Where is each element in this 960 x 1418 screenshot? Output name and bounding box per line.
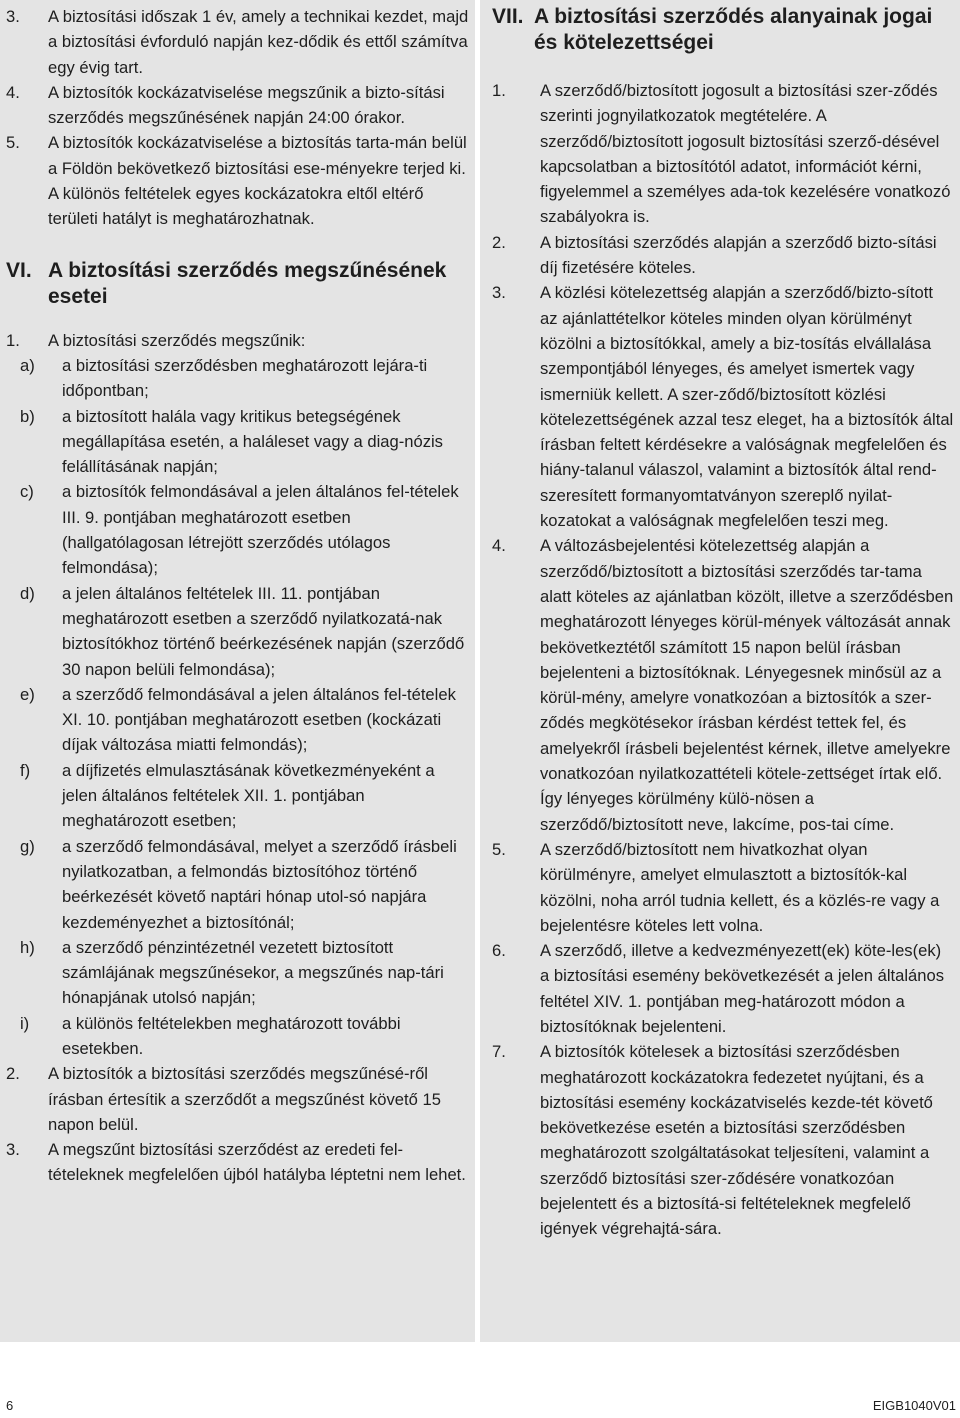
item-number: 2. [492, 232, 506, 252]
sub-item-h [6, 935, 469, 1011]
left-item-3 [6, 4, 469, 80]
sub-item-g [6, 834, 469, 935]
item-text-extra: A különös feltételek egyes kockázatokra eltől eltérő területi hatályt is meghatározhatnak. [48, 184, 424, 229]
sub-item-text: a szerződő pénzintézetnél vezetett biztosított számlájának megszűnésekor, a megszűnés nap-tári hónapjának utolsó napján; [62, 937, 444, 1008]
sub-item-d [6, 581, 469, 682]
sub-item-letter: g) [20, 836, 35, 856]
right-column [480, 0, 960, 1342]
item-number: 5. [492, 839, 506, 859]
sub-item-text: a szerződő felmondásával, melyet a szerződő írásbeli nyilatkozatban, a felmondás biztosítóhoz történő beérkezését követő naptári hónap utol-só napjára kezdeményezhet a biztosítónál; [62, 836, 457, 932]
left-item-5 [6, 130, 469, 231]
item-text: A szerződő/biztosított jogosult a biztosítási szer-ződés szerinti jognyilatkozatok megtételére. A szerződő/biztosított jogosult biztosítási szerző-désével kapcsolatban a biztosítótól adatot, információt kérni, figyelemmel a személyes ada-tok kezelésére vonatkozó szabályokra is. [540, 81, 951, 227]
sub-item-letter: e) [20, 684, 35, 704]
sub-item-text: a jelen általános feltételek III. 11. pontjában meghatározott esetben a szerződő nyilatkozatá-nak biztosítókhoz történő beérkezésének napján (szerződő 30 napon belüli felmondása); [62, 583, 465, 679]
item-text: A biztosítók kockázatviselése megszűnik a bizto-sítási szerződés megszűnésének napján 24:00 órakor. [48, 82, 445, 128]
section-heading-vii [492, 4, 954, 56]
section-number: VI. [6, 258, 32, 282]
sub-item-text: a különös feltételekben meghatározott további esetekben. [62, 1013, 401, 1058]
item-number: 1. [6, 330, 20, 350]
item-number: 3. [6, 7, 20, 26]
document-code: EIGB1040V01 [872, 1398, 956, 1413]
left-item-1 [6, 328, 469, 353]
left-item-3b [6, 1137, 469, 1188]
right-item-5 [492, 837, 954, 938]
item-text: A biztosítási szerződés megszűnik: [48, 330, 306, 350]
item-number: 4. [6, 82, 20, 102]
section-number: VII. [492, 5, 524, 28]
item-number: 5. [6, 133, 20, 153]
sub-item-letter: c) [20, 482, 34, 502]
right-item-2 [492, 230, 954, 281]
item-text: A megszűnt biztosítási szerződést az eredeti fel-tételeknek megfelelően újból hatályba léptetni nem lehet. [48, 1140, 466, 1185]
left-item-4 [6, 80, 469, 131]
item-text: A változásbejelentési kötelezettség alapján a szerződő/biztosított a biztosítási szerződés tar-tama alatt köteles az ajánlatban közölt, illetve a szerződésben meghatározott lényeges körül-mények változását annak bekövetkeztétől számított 15 napon belül írásban bejelenteni a biztosítóknak. Lényegesnek minősül az a körül-mény, amelyre vonatkozóan a biztosítók a szer-ződés megkötésekor írásban kérdést tettek fel, és amelyekről írásbeli bejelentést kérnek, illetve amelyekre vonatkozóan nyilatkozattételi kötele-zettséget írtak elő. Így lényeges körülmény külö-nösen a szerződő/biztosított neve, lakcíme, pos-tai címe. [540, 536, 954, 834]
sub-item-a [6, 353, 469, 404]
right-item-3 [492, 280, 954, 533]
right-item-7 [492, 1039, 954, 1241]
sub-item-i [6, 1011, 469, 1062]
sub-item-letter: d) [20, 583, 35, 603]
item-text: A közlési kötelezettség alapján a szerződő/bizto-sított az ajánlattételkor köteles minden olyan körülményt közölni a biztosítókkal, amely a biz-tosítás elvállalása szempontjából lényeges, és amelyet ismertek vagy ismerniük kellett. A szer-ződő/biztosított közlési kötelezettségének azzal tesz eleget, ha a biztosítók által írásban feltett kérdésekre a valóságnak megfelelően és hiány-talanul válaszol, valamint a biztosítók által rend-szeresített formanyomtatványon szereplő nyilat-kozatokat a valóságnak megfelelően teszi meg. [540, 283, 954, 531]
left-item-2 [6, 1061, 469, 1137]
item-text: A szerződő, illetve a kedvezményezett(ek) köte-les(ek) a biztosítási esemény bekövetkezését a jelen általános feltétel XIV. 1. pontjában meg-határozott módon a biztosítóknak bejelenteni. [540, 941, 945, 1036]
left-column [0, 0, 475, 1342]
section-title: A biztosítási szerződés alanyainak jogai és kötelezettségei [534, 5, 933, 54]
sub-item-letter: h) [20, 937, 35, 957]
item-number: 7. [492, 1042, 506, 1062]
section-heading-vi [6, 258, 469, 310]
item-text: A biztosítók kötelesek a biztosítási szerződésben meghatározott kockázatokra fedezetet nyújtani, és a biztosítási esemény kockázatviselés kezde-tét követő bekövetkezése esetén a biztosítási szerződésben meghatározott szolgáltatásokat teljesíteni, valamint a szerződő biztosítási szer-ződésére vonatkozóan bejelentett és a biztosítá-si feltételeknek megfelelő igények végrehajtá-sára. [540, 1042, 933, 1239]
sub-item-b [6, 404, 469, 480]
item-text: A biztosítási szerződés alapján a szerződő bizto-sítási díj fizetésére köteles. [540, 232, 937, 278]
sub-item-letter: a) [20, 355, 35, 375]
right-item-4 [492, 533, 954, 837]
item-text: A biztosítási időszak 1 év, amely a technikai kezdet, majd a biztosítási évforduló napján kez-dődik és ettől számítva egy évig tart. [48, 7, 469, 77]
item-number: 3. [492, 283, 506, 303]
page-number: 6 [6, 1398, 14, 1413]
sub-item-f [6, 758, 469, 834]
item-number: 1. [492, 81, 506, 100]
sub-item-letter: f) [20, 760, 31, 780]
sub-item-c [6, 479, 469, 580]
section-title: A biztosítási szerződés megszűnésének esetei [48, 258, 447, 308]
item-number: 2. [6, 1064, 20, 1084]
sub-item-letter: i) [20, 1013, 30, 1033]
sub-item-text: a szerződő felmondásával a jelen általános fel-tételek XI. 10. pontjában meghatározott esetben (kockázati díjak változása miatti felmondás); [62, 684, 456, 755]
sub-item-text: a díjfizetés elmulasztásának következményeként a jelen általános feltételek XII. 1. pontjában meghatározott esetben; [62, 760, 435, 831]
item-text: A szerződő/biztosított nem hivatkozhat olyan körülményre, amelyet elmulasztott a biztosítók-kal közölni, noha arról tudnia kellett, és a közlés-re vagy a bejelentésre köteles lett volna. [540, 839, 940, 935]
sub-item-text: a biztosított halála vagy kritikus betegségének megállapítása esetén, a haláleset vagy a diag-nózis felállításának napján; [62, 406, 443, 477]
sub-item-letter: b) [20, 406, 35, 426]
sub-item-text: a biztosítási szerződésben meghatározott lejára-ti időpontban; [62, 355, 428, 401]
item-number: 3. [6, 1140, 20, 1160]
item-text: A biztosítók kockázatviselése a biztosítás tarta-mán belül a Földön bekövetkező biztosítási ese-ményekre terjed ki. [48, 133, 467, 178]
item-number: 4. [492, 536, 506, 556]
sub-item-text: a biztosítók felmondásával a jelen általános fel-tételek III. 9. pontjában meghatározott esetben (hallgatólagosan létrejött szerződés utólagos felmondása); [62, 482, 459, 578]
right-item-1 [492, 78, 954, 230]
item-text: A biztosítók a biztosítási szerződés megszűnésé-ről írásban értesítik a szerződőt a megszűnést követő 15 napon belül. [48, 1064, 441, 1134]
right-item-6 [492, 938, 954, 1039]
item-number: 6. [492, 941, 506, 961]
sub-item-e [6, 682, 469, 758]
